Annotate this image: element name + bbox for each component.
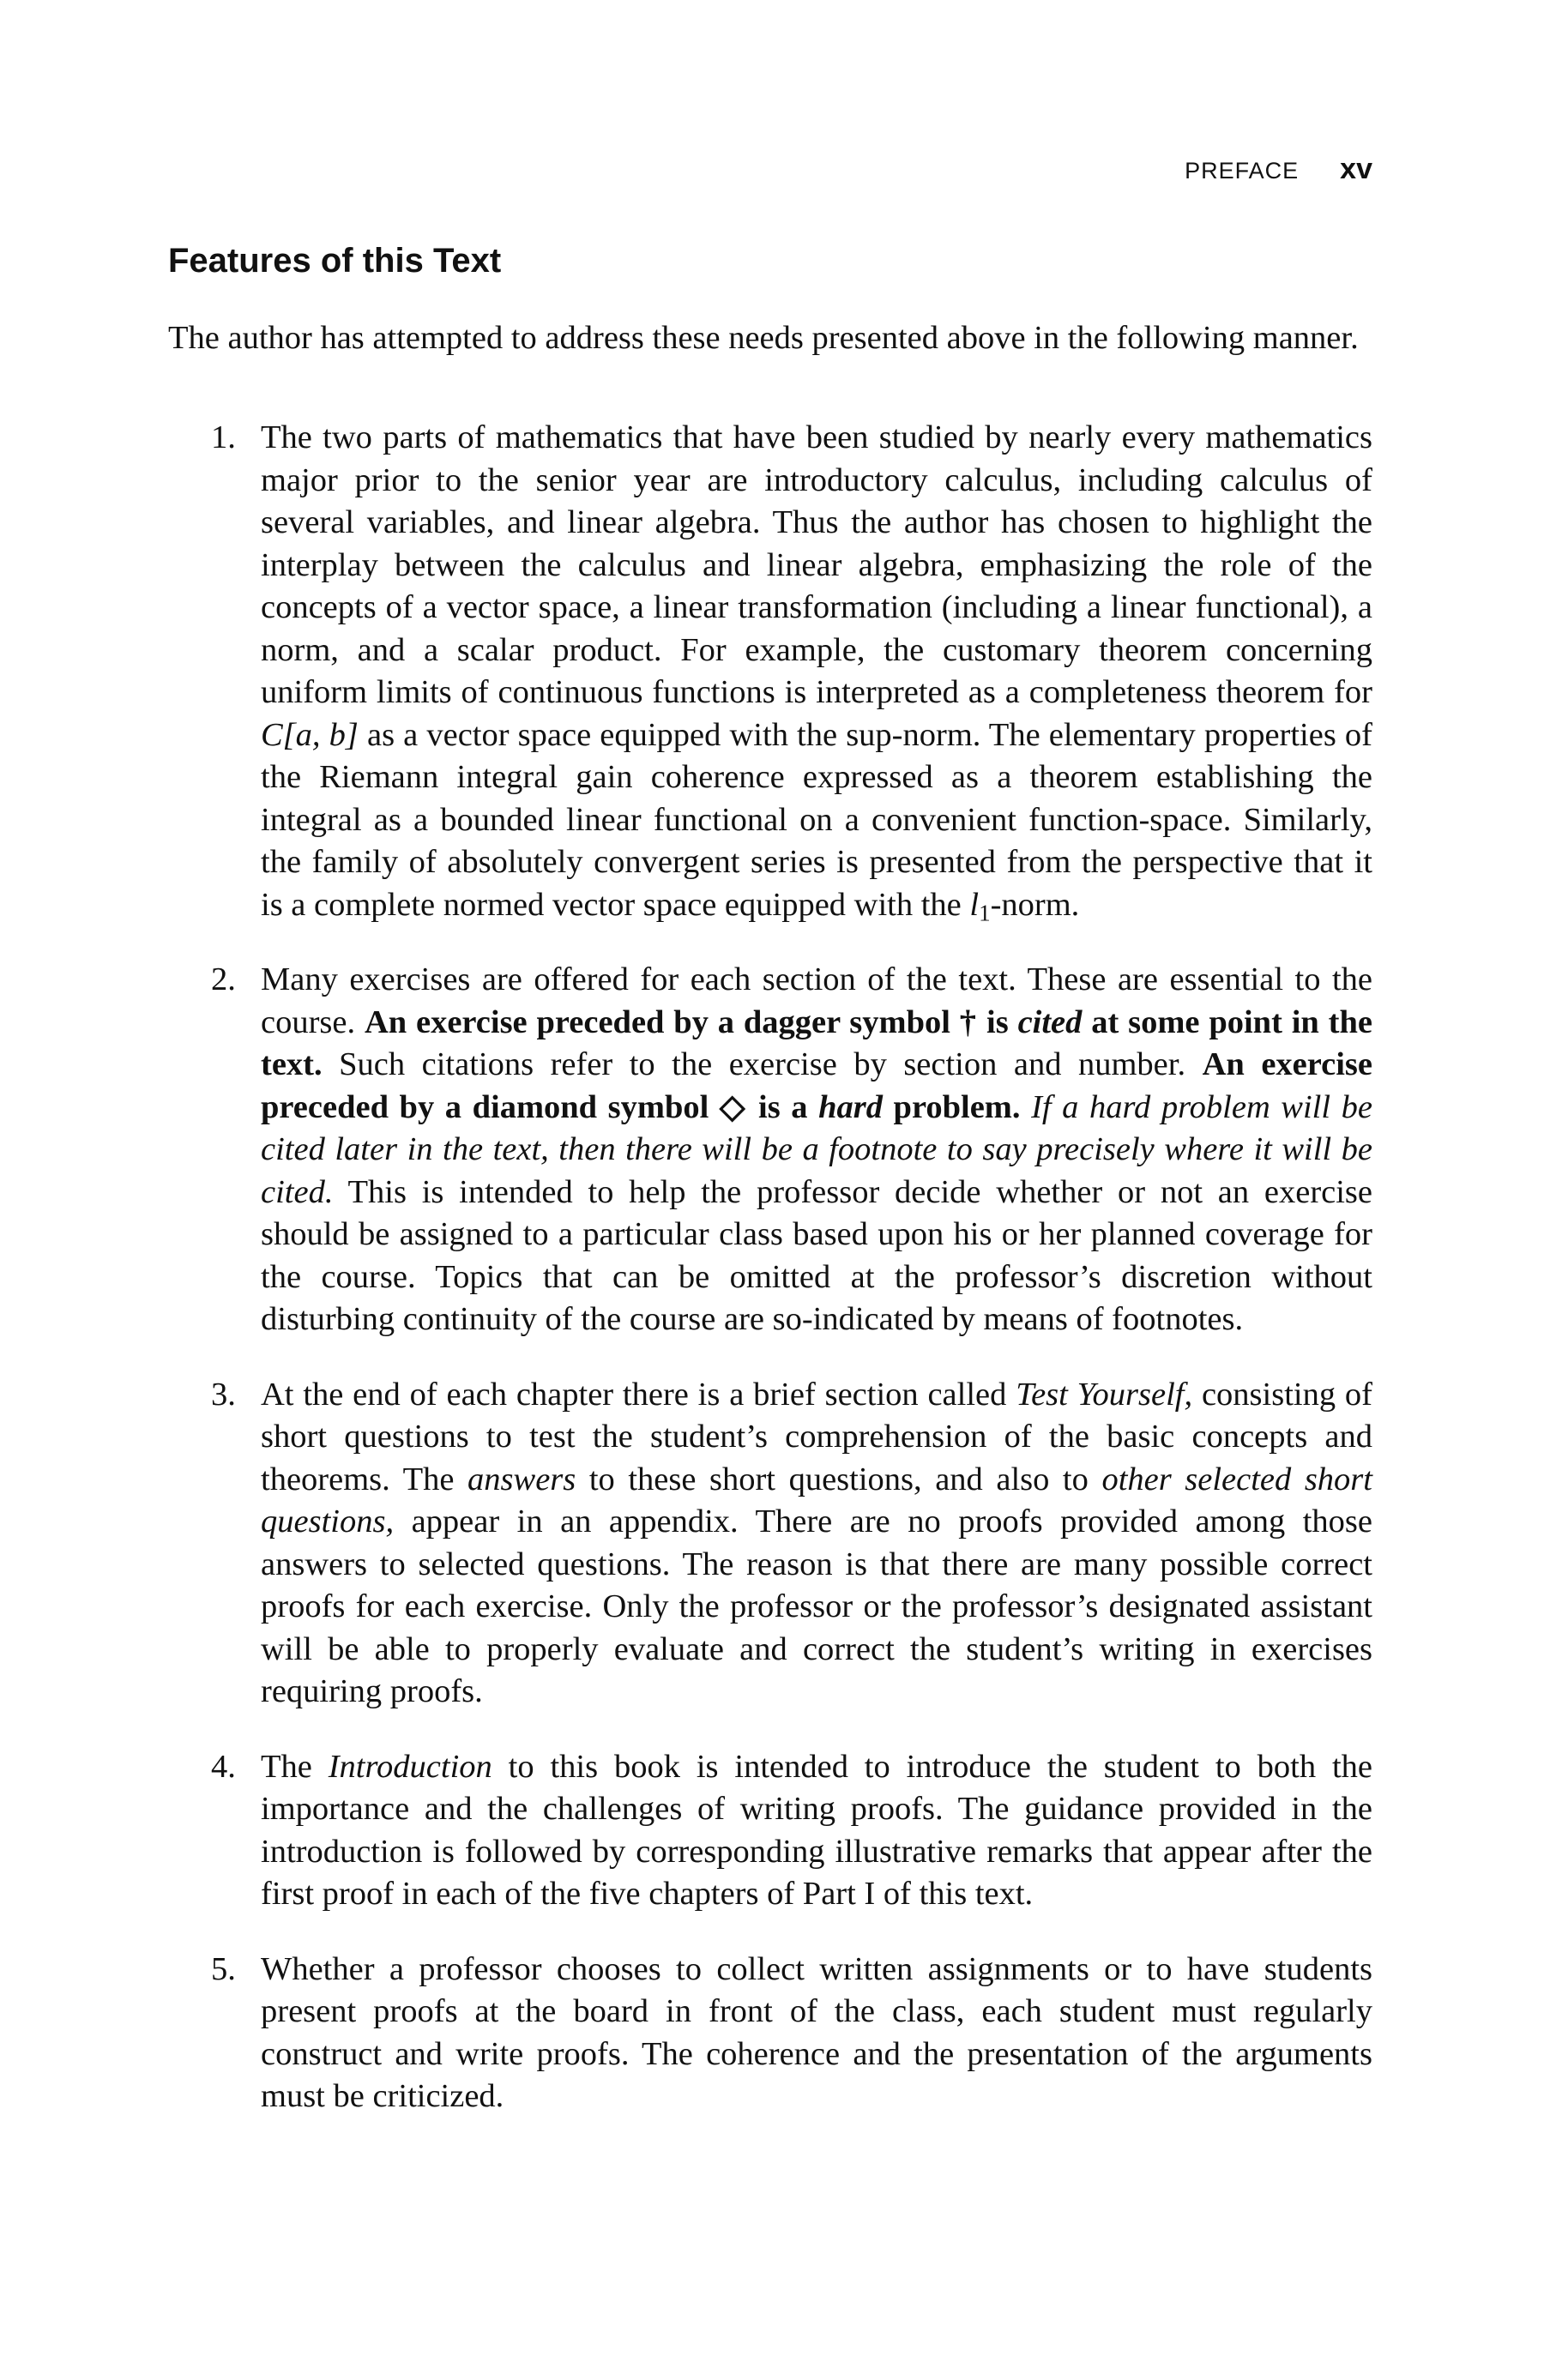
math-l: l [969,886,980,923]
item-3-text-3: to these short questions, and also to [576,1461,1102,1497]
item-2-bold-italic-cited: cited [1017,1003,1083,1040]
item-number: 4. [211,1748,236,1785]
item-number: 5. [211,1950,236,1987]
item-text [261,1746,1372,1916]
item-3-italic-test-yourself: Test Yourself, [1016,1376,1193,1413]
item-text: Whether a professor chooses to collect written assignments or to have students present proofs at the board in front of the class, each student must regularly construct and write proofs. The coherence and the presentation of the arguments must be criticized. [261,1950,1372,2114]
item-text [261,417,1372,926]
running-head-label: PREFACE [1185,158,1300,184]
item-2-bold-4: problem. [882,1088,1021,1125]
item-4-text-1: The [261,1748,329,1785]
item-4-text-2: to this book is intended to introduce the student to both the importance and the challenges of writing proofs. The guidance provided in the introduction is followed by corresponding illustrative remarks that appear after the first proof in each of the five chapters of Part I of this text. [261,1748,1373,1912]
item-2-text-4: This is intended to help the professor decide whether or not an exercise should be assigned to a particular class based upon his or her planned coverage for the course. Topics that can be omitted at the professor’s discretion without disturbing continuity of the course are so-indicated by means of footnotes. [261,1173,1372,1337]
feature-item-3 [168,1374,1372,1714]
feature-item-4 [168,1746,1372,1916]
item-3-italic-answers: answers [467,1461,576,1497]
feature-item-2 [168,959,1372,1341]
item-2-italic: If a hard problem will be cited later in the text, then there will be a footnote to say precisely where it will be cited. [261,1088,1372,1210]
item-number: 2. [211,961,236,997]
item-text [261,1374,1372,1714]
item-number: 3. [211,1376,236,1413]
item-number: 1. [211,419,236,455]
item-2-bold-3: An exercise preceded by a diamond symbol ◇ is a [261,1046,1373,1125]
feature-list [168,417,1372,2151]
item-3-italic-other: other selected short questions, [261,1461,1372,1539]
section-intro: The author has attempted to address these needs presented above in the following manner. [168,320,1359,356]
item-1-text-a: The two parts of mathematics that have been studied by nearly every mathematics major prior to the senior year are introductory calculus, including calculus of several variables, and linear algebra. Thus the author has chosen to highlight the interplay between the calculus and linear algebra, emphasizing the role of the concepts of a vector space, a linear transformation (including a linear functional), a norm, and a scalar product. For example, the customary theorem concerning uniform limits of continuous functions is interpreted as a completeness theorem for [261,419,1372,710]
math-l-subscript: 1 [979,900,991,926]
running-head [995,153,1372,186]
item-2-text-1: Many exercises are offered for each section of the text. These are essential to the course. [261,961,1372,1040]
item-2-text-3 [1021,1089,1032,1125]
item-3-text-1: At the end of each chapter there is a brief section called [261,1376,1016,1413]
math-c-ab: C[a, b] [261,716,359,753]
item-3-text-4: appear in an appendix. There are no proofs provided among those answers to selected questions. The reason is that there are many possible correct proofs for each exercise. Only the professor or the professor’s designated assistant will be able to properly evaluate and correct the student’s writing in exercises requiring proofs. [261,1503,1372,1709]
item-4-italic-introduction: Introduction [328,1748,492,1785]
item-2-text-2: Such citations refer to the exercise by section and number. [322,1046,1203,1082]
item-2-bold-2: at some point in the text. [261,1003,1372,1082]
item-1-text-b: as a vector space equipped with the sup-norm. The elementary properties of the Riemann integral gain coherence expressed as a theorem establishing the integral as a bounded linear functional on a convenient function-space. Similarly, the family of absolutely convergent series is presented from the perspective that it is a complete normed vector space equipped with the [261,716,1372,923]
item-1-text-c: -norm. [990,886,1080,923]
feature-item-5 [168,1949,1372,2118]
page-number: xv [1340,153,1372,185]
item-2-bold-italic-hard: hard [818,1088,883,1125]
item-3-text-2: consisting of short questions to test the student’s comprehension of the basic concepts and theorems. The [261,1376,1372,1497]
item-text [261,959,1372,1341]
section-heading: Features of this Text [168,242,502,280]
feature-item-1 [168,417,1372,926]
item-2-bold-1: An exercise preceded by a dagger symbol † is [364,1003,1018,1040]
